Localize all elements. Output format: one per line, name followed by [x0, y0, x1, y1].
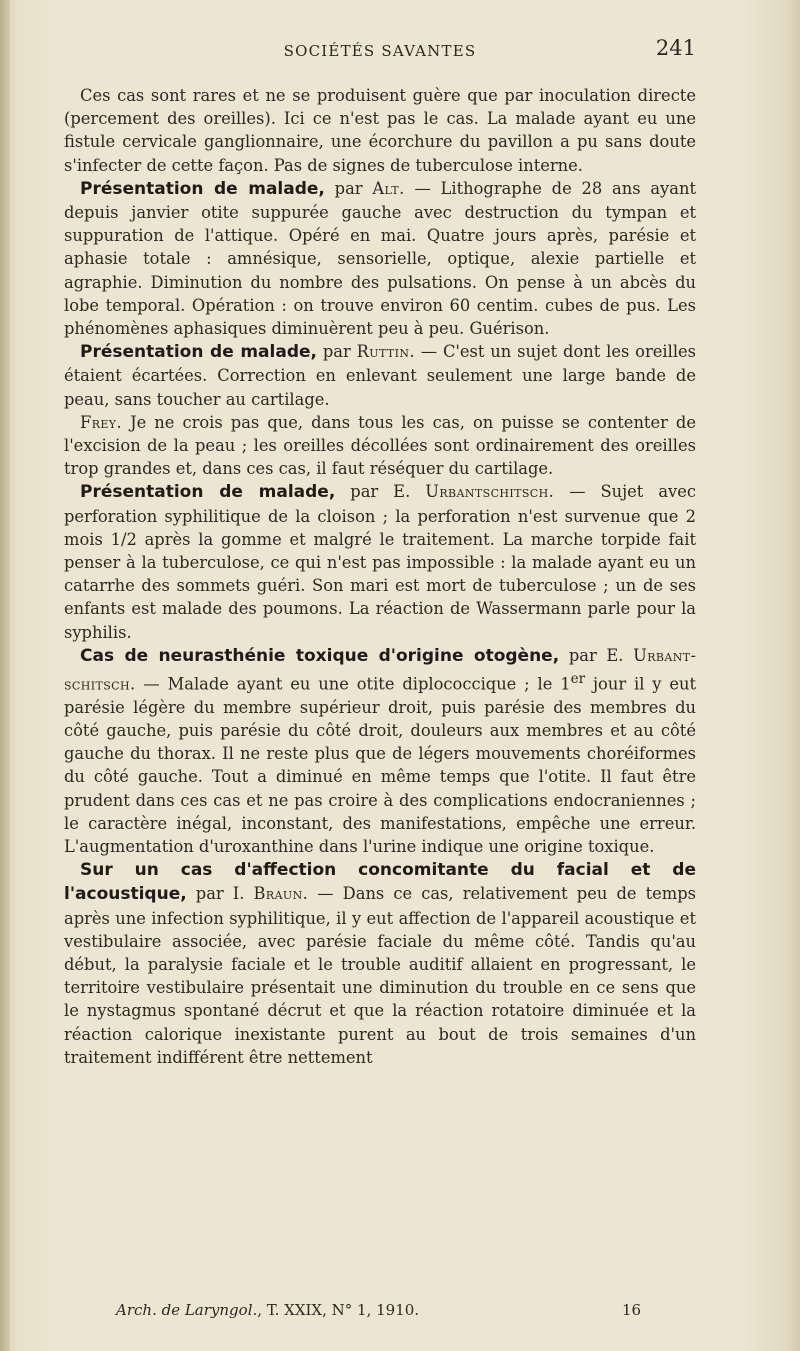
paragraph-urbantschitsch-1: [64, 480, 696, 643]
binding-shadow: [0, 0, 10, 1351]
paragraph-urbantschitsch-2: [64, 644, 696, 858]
author-name: Alt.: [372, 178, 405, 198]
journal-name: Arch. de Laryngol.: [116, 1301, 258, 1319]
author-name: Ruttin.: [356, 342, 415, 362]
section-heading: Sur un cas d'affection concomitante du facial et de l'acoustique,: [64, 860, 696, 905]
section-heading: Présentation de malade,: [80, 342, 317, 363]
section-heading: Cas de neurasthénie toxique d'origine otogène,: [80, 645, 560, 666]
paragraph-ruttin: [64, 340, 696, 411]
byline: par E.: [559, 645, 634, 665]
paragraph-text: — Malade ayant eu une otite diplococcique ; le 1: [135, 674, 571, 694]
page-header: [64, 36, 696, 66]
byline: par: [317, 342, 357, 362]
paragraph-text: — Dans ce cas, relativement peu de temps après une infection syphilitique, il y eut affection de l'appareil acoustique et vestibulaire associée, avec parésie faciale du même côté. Tandis qu'au début, la paralysie faciale et le trouble auditif allaient en progressant, le territoire vestibulaire présentait une diminution du trouble en ce sens que le nystagmus spontané décrut et que la réaction rotatoire diminuée et la réaction calorique inexistante purent au bout de trois semaines d'un traitement indifférent être nettement: [64, 884, 696, 1067]
byline: par I.: [186, 884, 254, 904]
paragraph-frey: [64, 411, 696, 481]
author-name: Braun.: [253, 884, 309, 904]
paragraph-text: — Sujet avec perforation syphilitique de la cloison ; la perforation n'est survenue que 2 mois 1/2 après la gomme et malgré le traitement. La marche torpide fait penser à la tuberculose, ce qui n'est pas impossible : la malade ayant eu un catarrhe des sommets guéri. Son mari est mort de tuberculose ; un de ses enfants est malade des poumons. La réaction de Wassermann parle pour la syphilis.: [64, 482, 696, 642]
journal-volume: , T. XXIX, N° 1, 1910.: [257, 1301, 420, 1319]
section-heading: Présentation de malade,: [80, 482, 336, 503]
page-body: [64, 84, 696, 1069]
paragraph-ces-cas: Ces cas sont rares et ne se produisent guère que par inoculation directe (percement des oreilles). Ici ce n'est pas le cas. La malade ayant eu une fistule cervicale ganglionnaire, une écorchure du pavillon a pu sans doute s'infecter de cette façon. Pas de signes de tuberculose interne.: [64, 86, 696, 175]
page-number: 241: [655, 36, 696, 60]
page-footer: [64, 1301, 696, 1327]
paragraph-text: Je ne crois pas que, dans tous les cas, on puisse se contenter de l'excision de la peau ; les oreilles décollées sont ordinairement des oreilles trop grandes et, dans ces cas, il faut réséquer du cartilage.: [64, 412, 696, 479]
superscript: er: [570, 671, 586, 688]
byline: par E.: [335, 482, 426, 502]
author-name: Urbantschitsch.: [425, 482, 555, 502]
byline: par: [324, 178, 373, 198]
paragraph-braun: [64, 858, 696, 1069]
author-name: Urbantschitsch.: [64, 645, 697, 694]
printer-signature: 16: [622, 1301, 642, 1319]
paragraph-alt: [64, 177, 696, 340]
paragraph-text: jour il y eut parésie légère du membre supérieur droit, puis parésie des membres du côté gauche, puis parésie du côté droit, douleurs aux membres et au côté gauche du thorax. Il ne reste plus que de légers mouvements choréiformes du côté gauche. Tout a diminué en même temps que l'otite. Il faut être prudent dans ces cas et ne pas croire à des complications endocraniennes ; le caractère inégal, inconstant, des manifestations, empêche une erreur. L'augmentation d'uroxanthine dans l'urine indique une origine toxique.: [64, 674, 696, 856]
running-title: SOCIÉTÉS SAVANTES: [283, 42, 477, 60]
author-name: Frey.: [80, 412, 123, 432]
paragraph-text: — Lithographe de 28 ans ayant depuis janvier otite suppurée gauche avec destruction du tympan et suppuration de l'attique. Opéré en mai. Quatre jours après, parésie et aphasie totale : amnésique, sensorielle, optique, alexie partielle et agraphie. Diminution du nombre des pulsations. On pense à un abcès du lobe temporal. Opération : on trouve environ 60 centim. cubes de pus. Les phénomènes aphasiques diminuèrent peu à peu. Guérison.: [64, 178, 696, 339]
journal-citation: [116, 1301, 419, 1319]
paragraph-text: — C'est un sujet dont les oreilles étaient écartées. Correction en enlevant seulement une large bande de peau, sans toucher au cartilage.: [64, 342, 697, 409]
section-heading: Présentation de malade,: [80, 178, 325, 199]
